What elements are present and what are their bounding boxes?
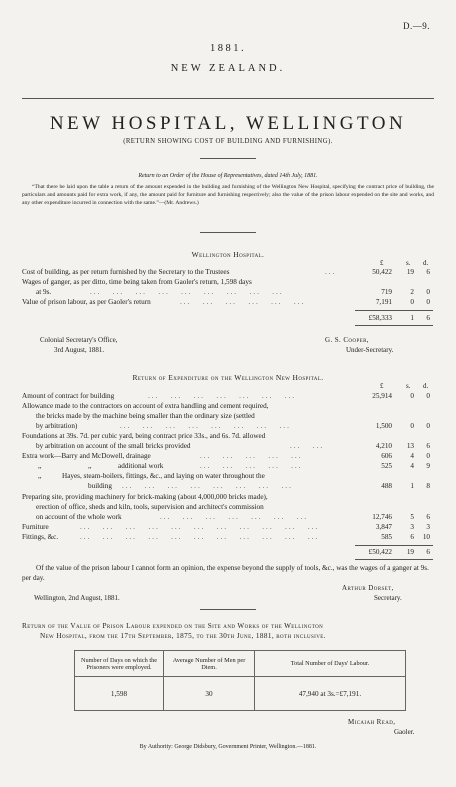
- s2-total-pounds: £50,422: [368, 548, 392, 556]
- s2-row-6-shillings: 13: [406, 442, 414, 450]
- s2-row-15-pounds: 585: [381, 533, 392, 541]
- s1-row-1-pounds: 50,422: [372, 268, 392, 276]
- s2-signatory: Arthur Dorset,: [342, 584, 394, 592]
- page-id: D.—9.: [403, 21, 430, 31]
- s1-row-2-label: Wages of ganger, as per ditto, time being taken from Gaoler's return, 1,598 days: [22, 278, 252, 286]
- s2-row-14-pounds: 3,847: [375, 523, 392, 531]
- s2-row-10-pence: 8: [426, 482, 430, 490]
- s2-row-8-label: additional work: [118, 462, 164, 470]
- leader: ... ... ... ... ... ...: [180, 298, 306, 306]
- labour-men: 30: [164, 677, 255, 711]
- s2-row-4-pence: 0: [426, 422, 430, 430]
- s2-place-date: Wellington, 2nd August, 1881.: [34, 594, 120, 602]
- labour-table-header: [75, 651, 406, 677]
- s2-row-9-label: Hayes, steam-boilers, fittings, &c., and laying on water throughout the: [62, 472, 265, 480]
- s1-date: 3rd August, 1881.: [54, 346, 105, 354]
- s2-row-1-label: Amount of contract for building: [22, 392, 115, 400]
- s2-row-1-pounds: 25,914: [372, 392, 392, 400]
- year: 1881.: [209, 43, 247, 54]
- s1-signatory: G. S. Cooper,: [325, 336, 369, 344]
- s2-total-pence: 6: [426, 548, 430, 556]
- s1-row-4-shillings: 0: [410, 298, 414, 306]
- s2-row-4-shillings: 0: [410, 422, 414, 430]
- s2-row-13-label: on account of the whole work: [36, 513, 122, 521]
- s1-total-pence: 6: [426, 314, 430, 322]
- s2-sum-rule: [355, 545, 433, 546]
- s2-row-14-label: Furniture: [22, 523, 49, 531]
- top-rule: [22, 98, 434, 99]
- leader: ... ... ... ... ...: [200, 452, 303, 460]
- leader: ... ... ... ... ...: [200, 462, 303, 470]
- section1-heading: Wellington Hospital.: [191, 250, 265, 259]
- sum-rule: [355, 310, 433, 311]
- s2-row-10-pounds: 488: [381, 482, 392, 490]
- s1-row-3-pence: 0: [426, 288, 430, 296]
- s1-total-shillings: 1: [410, 314, 414, 322]
- s3-signatory-title: Gaoler.: [394, 728, 415, 736]
- s2-row-8-pounds: 525: [381, 462, 392, 470]
- s1-row-4-pounds: 7,191: [375, 298, 392, 306]
- s2-row-6-label: by arbitration on account of the small bricks provided: [36, 442, 191, 450]
- s1-row-1-pence: 6: [426, 268, 430, 276]
- s2-row-1-pence: 0: [426, 392, 430, 400]
- page-title: NEW HOSPITAL, WELLINGTON: [49, 113, 407, 134]
- labour-table-row: [75, 677, 406, 711]
- s2-row-8-pence: 9: [426, 462, 430, 470]
- leader: ... ... ... ... ... ... ... ...: [122, 482, 293, 490]
- s2-row-14-shillings: 3: [410, 523, 414, 531]
- s2-row-15-label: Fittings, &c.: [22, 533, 59, 541]
- s1-office: Colonial Secretary's Office,: [40, 336, 118, 344]
- total-rule: [355, 325, 433, 326]
- labour-col-total: Total Number of Days' Labour.: [255, 651, 406, 677]
- s2-row-2-label: Allowance made to the contractors on account of extra handling and cement required,: [22, 402, 269, 410]
- s2-row-6-pounds: 4,210: [375, 442, 392, 450]
- leader: ... ... ... ... ... ... ... ... ...: [90, 288, 284, 296]
- s1-row-4-label: Value of prison labour, as per Gaoler's return: [22, 298, 151, 306]
- s2-row-7-pence: 0: [426, 452, 430, 460]
- s2-total-rule: [355, 559, 433, 560]
- s2-total-shillings: 19: [406, 548, 414, 556]
- pence-header: d.: [423, 259, 429, 267]
- s2-row-13-pence: 6: [426, 513, 430, 521]
- s2-row-7-pounds: 606: [381, 452, 392, 460]
- leader: ... ... ... ... ... ... ... ... ... ... ...: [80, 533, 320, 541]
- s1-row-1-shillings: 19: [406, 268, 414, 276]
- s3-signatory: Micaiah Read,: [348, 718, 396, 726]
- leader: ... ... ... ... ... ... ...: [160, 513, 309, 521]
- labour-col-days: Number of Days on which the Prisoners were employed.: [75, 651, 164, 677]
- s1-row-1-label: Cost of building, as per return furnished by the Secretary to the Trustees: [22, 268, 230, 276]
- printer-footer: By Authority: George Didsbury, Government Printer, Wellington.—1881.: [139, 744, 317, 750]
- labour-col-men: Average Number of Men per Diem.: [164, 651, 255, 677]
- s2-signatory-title: Secretary.: [374, 594, 402, 602]
- ditto-mark: ,,: [38, 472, 42, 480]
- s2-row-6-pence: 6: [426, 442, 430, 450]
- labour-days: 1,598: [75, 677, 164, 711]
- short-rule: [200, 158, 256, 159]
- section3-heading-2: New Hospital, from the 17th September, 1875, to the 30th June, 1881, both inclusive.: [40, 632, 326, 640]
- s2-pounds-header: £: [380, 382, 384, 390]
- s2-row-1-shillings: 0: [410, 392, 414, 400]
- s2-row-13-pounds: 12,746: [372, 513, 392, 521]
- s2-row-4-label: by arbitration): [36, 422, 78, 430]
- s2-row-10-label: building: [88, 482, 112, 490]
- section3-heading-1: Return of the Value of Prison Labour expended on the Site and Works of the Wellington: [22, 622, 324, 630]
- s2-pence-header: d.: [423, 382, 429, 390]
- labour-total: 47,940 at 3s.=£7,191.: [255, 677, 406, 711]
- s2-row-3-label: the bricks made by the machine being smaller than the ordinary size (settled: [36, 412, 255, 420]
- s2-row-8-shillings: 4: [410, 462, 414, 470]
- s2-row-5-label: Foundations at 39s. 7d. per cubic yard, being contract price 33s., and 6s. 7d. allowed: [22, 432, 266, 440]
- s2-row-4-pounds: 1,500: [375, 422, 392, 430]
- leader: ... ... ... ... ... ... ... ...: [120, 422, 291, 430]
- s1-row-3-pounds: 719: [381, 288, 392, 296]
- section2-heading: Return of Expenditure on the Wellington New Hospital.: [132, 373, 324, 382]
- leader: ... ... ... ... ... ... ...: [148, 392, 297, 400]
- short-rule-2: [200, 232, 256, 233]
- s2-row-7-shillings: 4: [410, 452, 414, 460]
- s2-note: Of the value of the prison labour I cannot form an opinion, the expense beyond the supply of tools, &c., was the wages of a ganger at 9s. per day.: [22, 564, 429, 582]
- s2-row-12-label: erection of office, sheds and kiln, tools, supervision and architect's commission: [36, 503, 264, 511]
- pounds-header: £: [380, 259, 384, 267]
- s1-row-3-shillings: 2: [410, 288, 414, 296]
- country: NEW ZEALAND.: [170, 63, 286, 74]
- s1-total-pounds: £58,333: [368, 314, 392, 322]
- s2-row-15-shillings: 6: [410, 533, 414, 541]
- s1-signatory-title: Under-Secretary.: [346, 346, 394, 354]
- order-line: Return to an Order of the House of Representatives, dated 14th July, 1881.: [138, 173, 318, 179]
- s2-row-7-label: Extra work—Barry and McDowell, drainage: [22, 452, 151, 460]
- s2-row-15-pence: 10: [422, 533, 430, 541]
- short-rule-3: [200, 609, 256, 610]
- labour-table: [74, 650, 406, 711]
- leader: ...: [325, 268, 337, 276]
- s2-row-10-shillings: 1: [410, 482, 414, 490]
- page-subtitle: (RETURN SHOWING COST OF BUILDING AND FURNISHING).: [123, 138, 333, 145]
- leader: ... ...: [290, 442, 325, 450]
- motion-text: “That there be laid upon the table a return of the amount expended in the building and furnishing of the Wellington New Hospital, specifying the contract price of building, the particulars and amounts paid for extra work, if any, the amount paid for furniture and furnishing respectively; also the value of the prison labour expended on the site and works, and any other expenditure incurred in connection with the same.”—(Mr. Andrews.): [22, 184, 434, 206]
- s2-row-13-shillings: 5: [410, 513, 414, 521]
- ditto-mark: ,,: [88, 462, 92, 470]
- leader: ... ... ... ... ... ... ... ... ... ... ...: [80, 523, 320, 531]
- s2-row-11-label: Preparing site, providing machinery for brick-making (about 4,000,000 bricks made),: [22, 493, 268, 501]
- s1-row-4-pence: 0: [426, 298, 430, 306]
- shillings-header: s.: [406, 259, 411, 267]
- s1-row-3-label: at 9s.: [36, 288, 52, 296]
- ditto-mark: ,,: [38, 462, 42, 470]
- s2-row-14-pence: 3: [426, 523, 430, 531]
- s2-shillings-header: s.: [406, 382, 411, 390]
